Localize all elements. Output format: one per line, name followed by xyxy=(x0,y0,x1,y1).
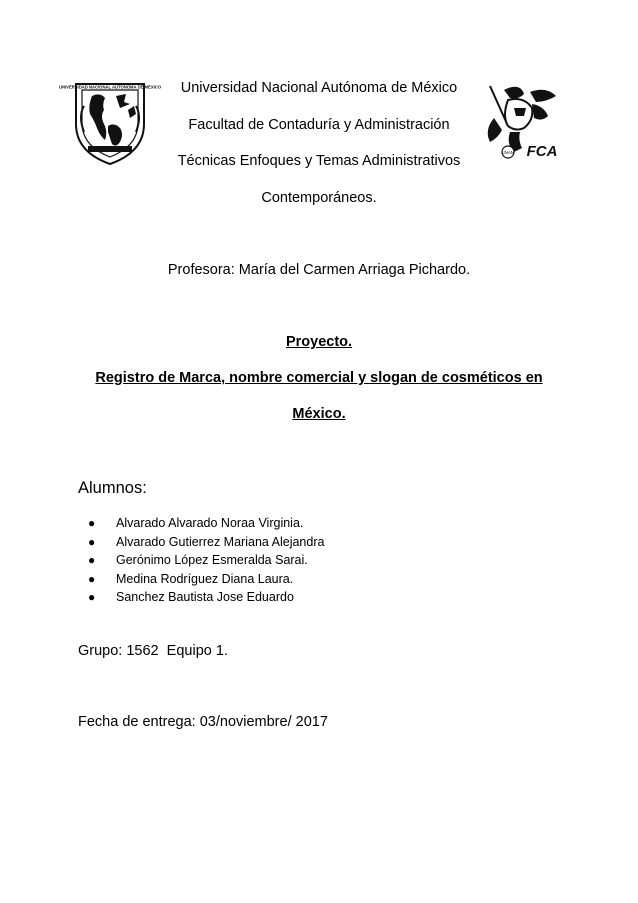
students-list xyxy=(86,514,324,607)
fca-text: FCA xyxy=(526,143,558,160)
unam-ring-text: UNIVERSIDAD NACIONAL AUTONOMA DE MEXICO xyxy=(58,84,162,90)
list-item xyxy=(86,533,324,552)
bullet-icon: ● xyxy=(88,553,96,567)
bullet-icon: ● xyxy=(88,590,96,604)
bullet-icon: ● xyxy=(88,571,96,586)
faculty-name: Facultad de Contaduría y Administración xyxy=(188,117,450,133)
bullet-icon: ● xyxy=(88,516,96,530)
students-heading: Alumnos: xyxy=(78,479,147,497)
group-info: Grupo: 1562 Equipo 1. xyxy=(78,643,228,659)
list-item xyxy=(86,514,324,533)
list-item xyxy=(86,588,324,607)
list-item xyxy=(86,570,324,589)
delivery-date: Fecha de entrega: 03/noviembre/ 2017 xyxy=(78,714,328,730)
student-name: Alvarado Gutierrez Mariana Alejandra xyxy=(116,534,325,549)
project-heading: Proyecto. xyxy=(285,334,353,350)
student-name: Gerónimo López Esmeralda Sarai. xyxy=(116,553,308,567)
student-name: Sanchez Bautista Jose Eduardo xyxy=(116,590,294,604)
student-name: Medina Rodríguez Diana Laura. xyxy=(116,571,294,586)
student-name: Alvarado Alvarado Noraa Virginia. xyxy=(116,516,304,530)
subject-line-1: Técnicas Enfoques y Temas Administrativos xyxy=(177,153,461,169)
project-title-line-2: México. xyxy=(292,406,346,422)
bullet-icon: ● xyxy=(88,534,96,549)
project-title-line-1: Registro de Marca, nombre comercial y slogan de cosméticos en xyxy=(95,370,543,386)
list-item xyxy=(86,551,324,570)
university-name: Universidad Nacional Autónoma de México xyxy=(180,80,458,96)
svg-text:UNAM: UNAM xyxy=(501,150,515,155)
subject-line-2: Contemporáneos. xyxy=(261,190,377,206)
professor-name: Profesora: María del Carmen Arriaga Pichardo. xyxy=(167,262,471,278)
